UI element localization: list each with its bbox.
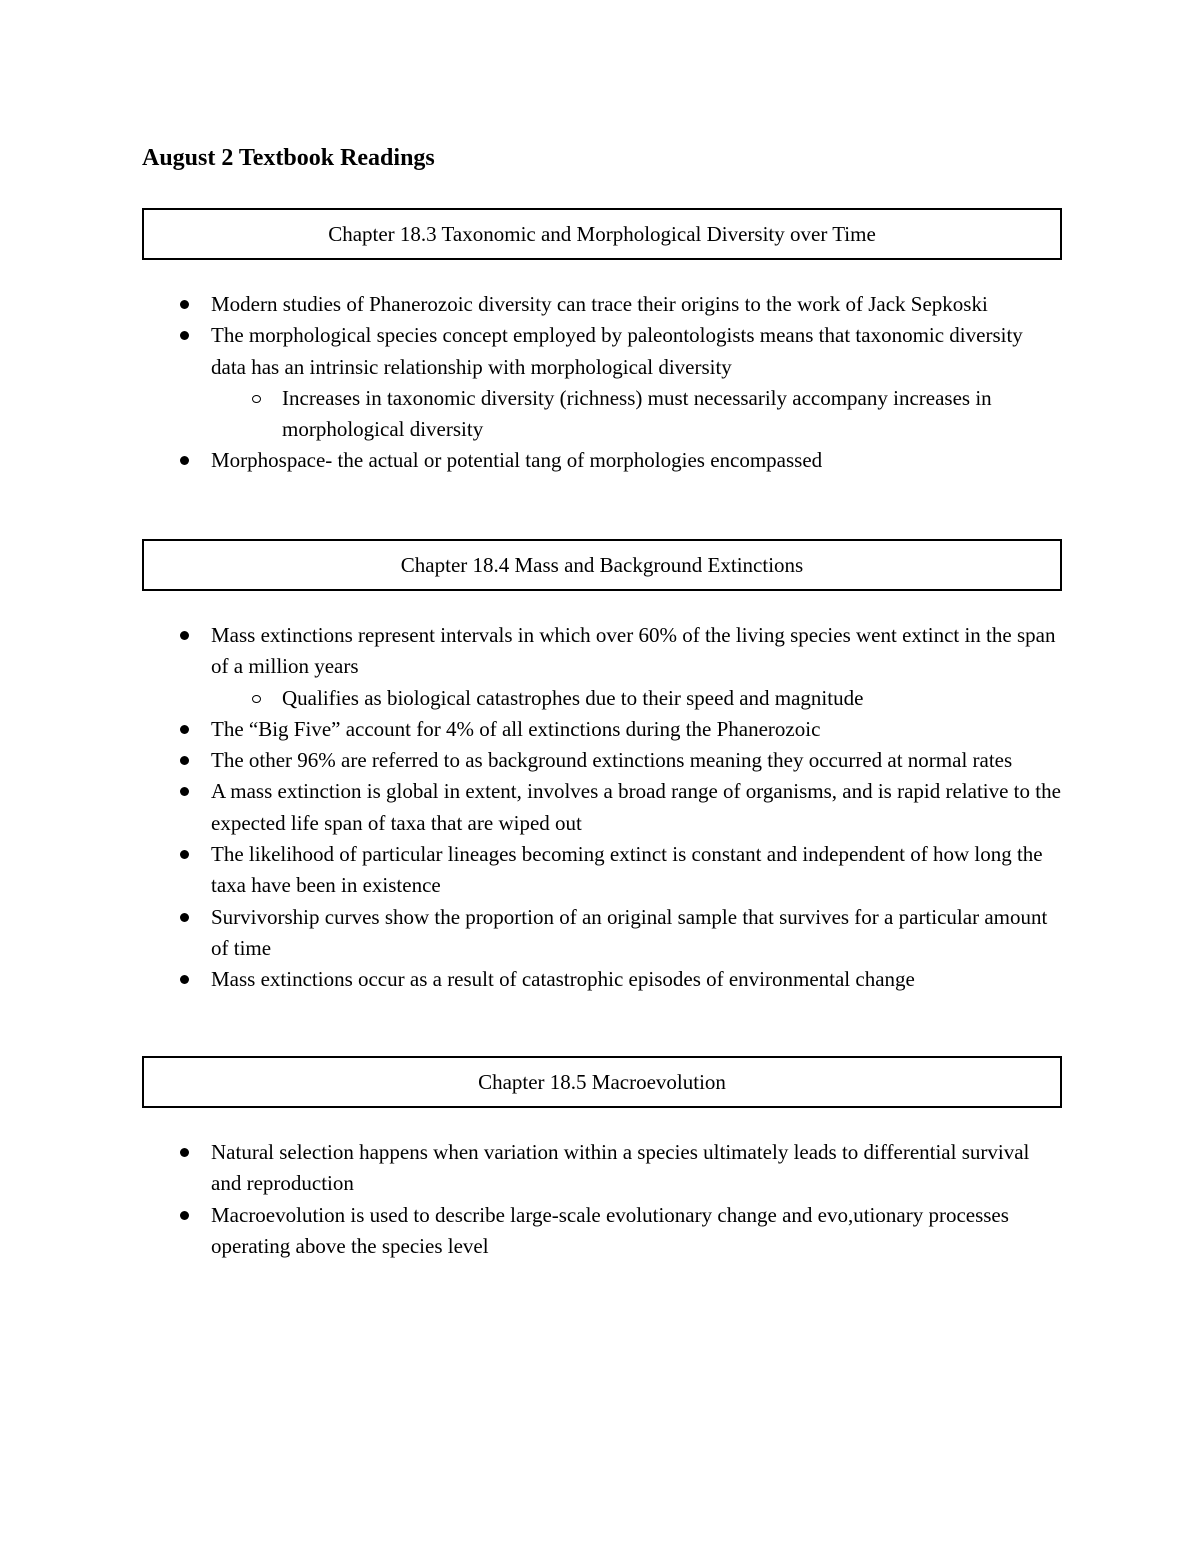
bullet-icon	[180, 756, 189, 765]
hollow-bullet-icon	[252, 395, 261, 403]
list-item-text: The other 96% are referred to as background extinctions meaning they occurred at normal rates	[211, 748, 1013, 773]
section-heading: Chapter 18.5 Macroevolution	[142, 1056, 1062, 1108]
bullet-icon	[180, 850, 189, 859]
hollow-bullet-icon	[252, 695, 261, 703]
sub-list-item	[142, 383, 1062, 446]
list-item	[142, 714, 1062, 745]
section-mass-extinctions	[142, 539, 1062, 996]
section-macroevolution	[142, 1056, 1062, 1262]
list-item	[142, 964, 1062, 995]
section-heading: Chapter 18.3 Taxonomic and Morphological Diversity over Time	[142, 208, 1062, 260]
list-item	[142, 289, 1062, 320]
document-title: August 2 Textbook Readings	[142, 145, 435, 171]
bullet-icon	[180, 787, 189, 796]
list-item-text: Natural selection happens when variation within a species ultimately leads to differential survival and reproduction	[211, 1140, 1030, 1196]
list-item-text: Survivorship curves show the proportion of an original sample that survives for a particular amount of time	[211, 904, 1048, 960]
bullet-icon	[180, 300, 189, 309]
list-item-text: The likelihood of particular lineages becoming extinct is constant and independent of how long the taxa have been in existence	[211, 842, 1043, 898]
list-item	[142, 445, 1062, 476]
list-item	[142, 320, 1062, 383]
list-item-text: A mass extinction is global in extent, involves a broad range of organisms, and is rapid relative to the expected life span of taxa that are wiped out	[211, 779, 1061, 835]
list-item	[142, 839, 1062, 902]
list-item-text: Modern studies of Phanerozoic diversity can trace their origins to the work of Jack Sepkoski	[211, 292, 988, 316]
bullet-icon	[180, 456, 189, 465]
bullet-icon	[180, 1148, 189, 1157]
bullet-list	[142, 1137, 1062, 1262]
list-item	[142, 776, 1062, 839]
list-item-text: Macroevolution is used to describe large-scale evolutionary change and evo,utionary processes operating above the species level	[211, 1202, 1009, 1258]
bullet-icon	[180, 975, 189, 984]
bullet-icon	[180, 631, 189, 640]
list-item-text: Qualifies as biological catastrophes due to their speed and magnitude	[282, 685, 864, 710]
list-item-text: Increases in taxonomic diversity (richness) must necessarily accompany increases in morphological diversity	[282, 385, 992, 442]
section-taxonomic-diversity	[142, 208, 1062, 477]
list-item	[142, 620, 1062, 683]
bullet-icon	[180, 331, 189, 340]
bullet-list	[142, 620, 1062, 996]
bullet-list	[142, 289, 1062, 477]
list-item-text: Mass extinctions occur as a result of catastrophic episodes of environmental change	[211, 967, 915, 992]
list-item-text: Morphospace- the actual or potential tang of morphologies encompassed	[211, 448, 823, 473]
list-item	[142, 1200, 1062, 1263]
list-item-text: The morphological species concept employed by paleontologists means that taxonomic diversity data has an intrinsic relationship with morphological diversity	[211, 323, 1023, 379]
bullet-icon	[180, 1211, 189, 1220]
list-item	[142, 745, 1062, 776]
sub-list-item	[142, 683, 1062, 714]
section-heading: Chapter 18.4 Mass and Background Extinctions	[142, 539, 1062, 591]
list-item	[142, 902, 1062, 965]
list-item-text: Mass extinctions represent intervals in which over 60% of the living species went extinct in the span of a million years	[211, 623, 1056, 679]
bullet-icon	[180, 725, 189, 734]
list-item-text: The “Big Five” account for 4% of all extinctions during the Phanerozoic	[211, 716, 821, 741]
list-item	[142, 1137, 1062, 1200]
bullet-icon	[180, 913, 189, 922]
